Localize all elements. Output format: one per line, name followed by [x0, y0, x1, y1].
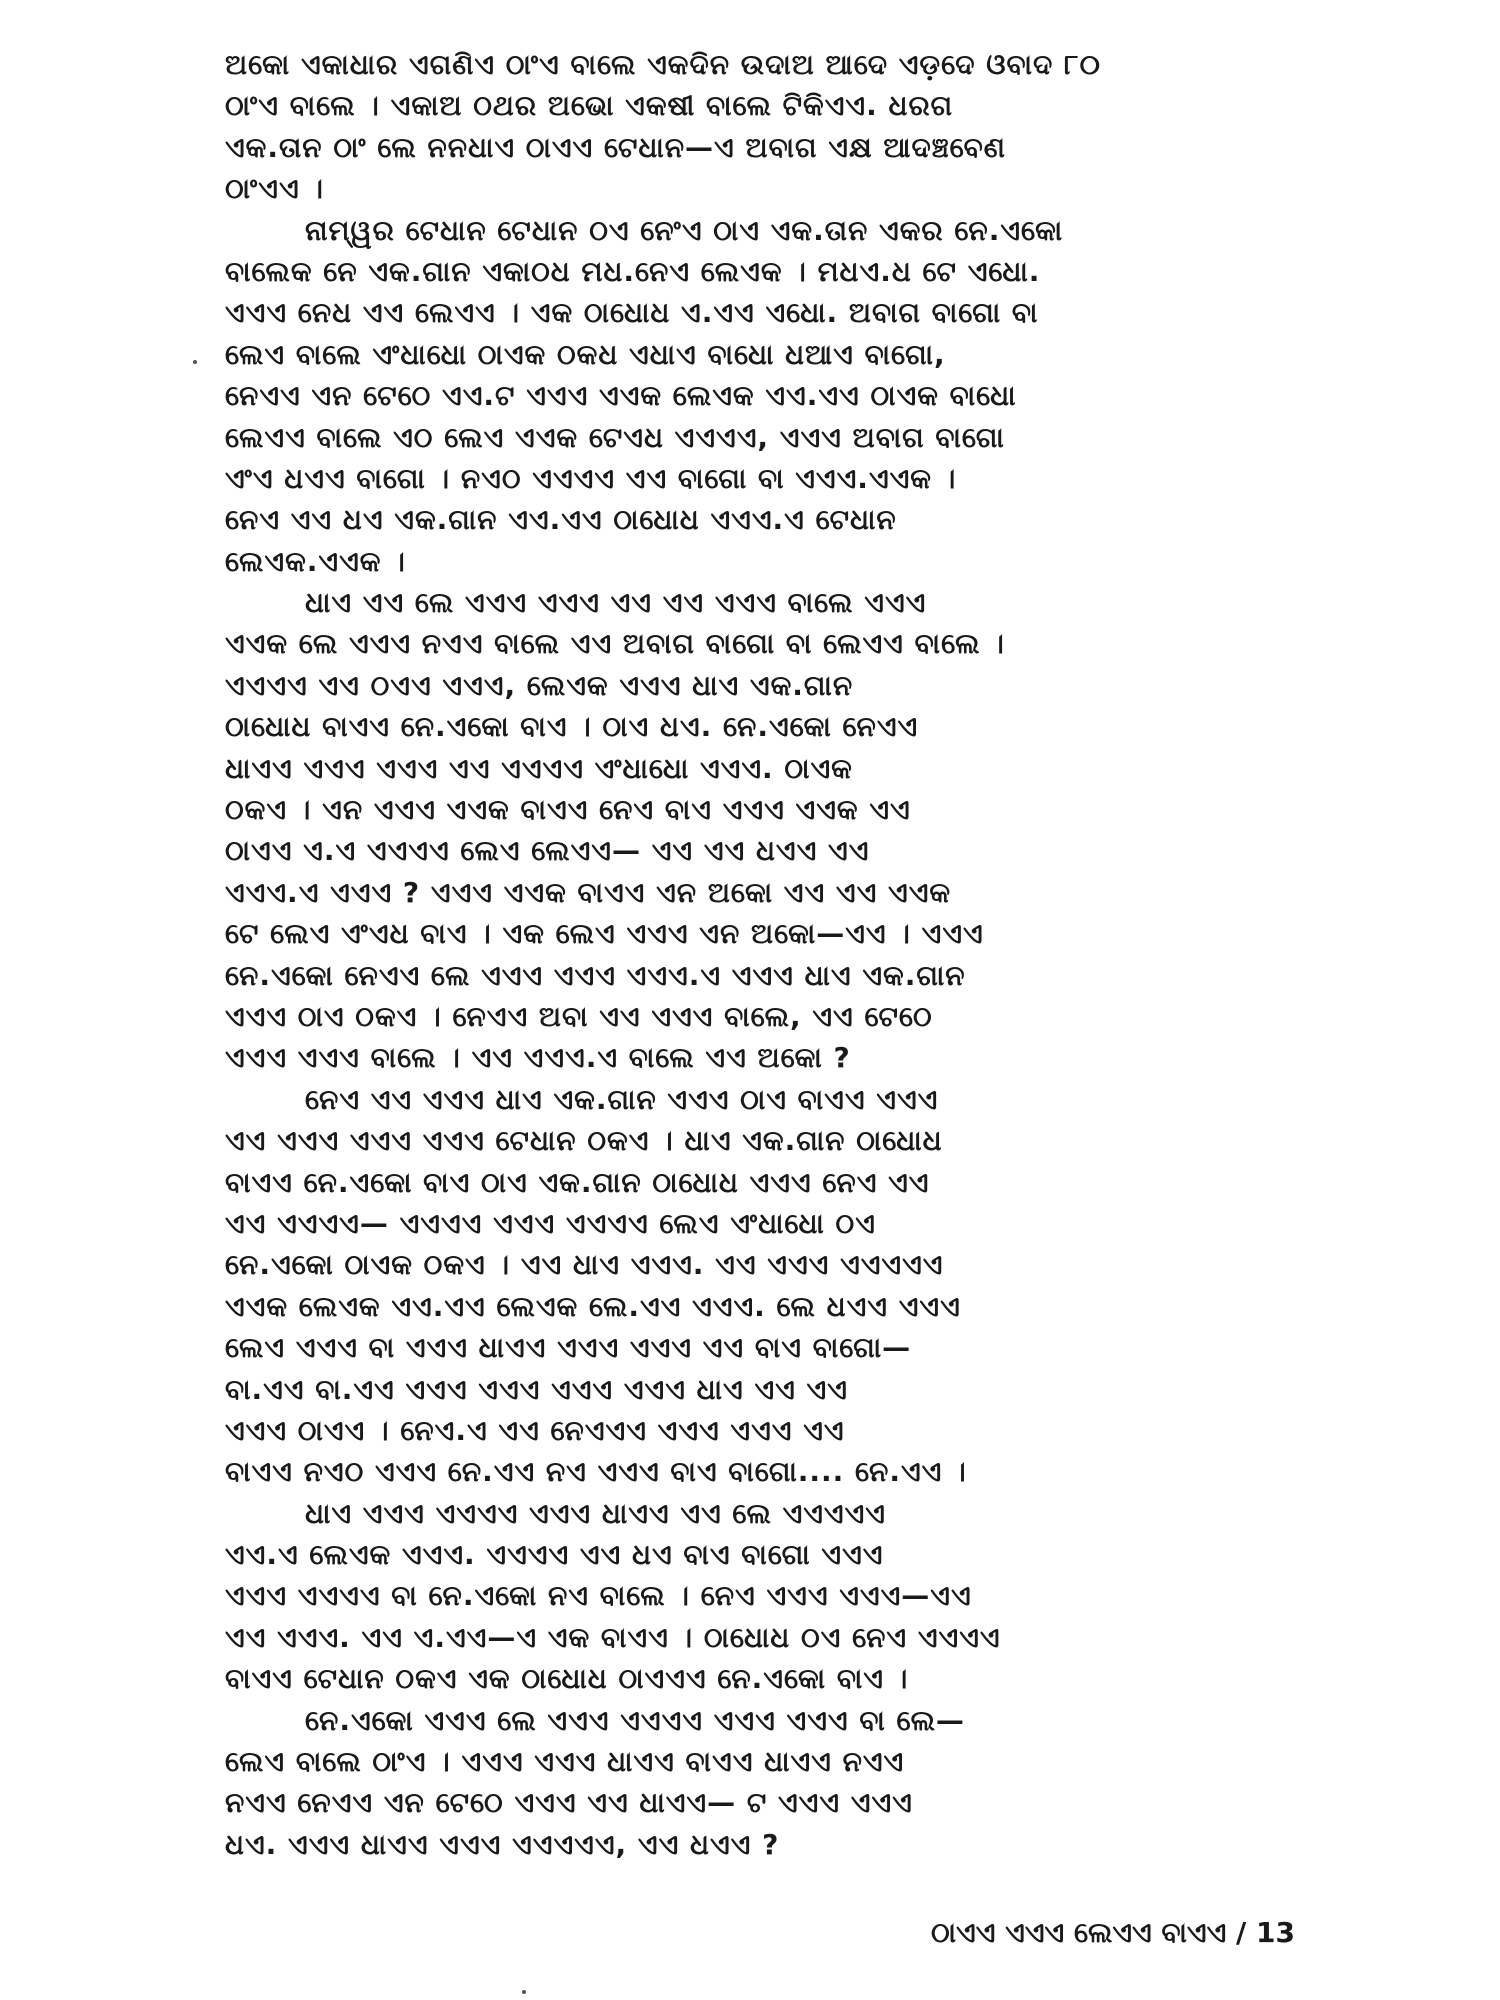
text-line: ଲେଏ ବାଲେ ଠାଂଏ । ଏଏଏ ଏଏଏ ଧାଏଏ ବାଏଏ ଧାଏଏ ନଏଏ: [225, 1745, 905, 1779]
text-line: ଏଏଏ ଠାଏଏ । ନେଏ.ଏ ଏଏ ନେଏଏଏ ଏଏଏ ଏଏଏ ଏଏ: [225, 1413, 845, 1447]
text-line: ଠାଏଏ ଏ.ଏ ଏଏଏଏ ଲେଏ ଲେଏଏ— ଏଏ ଏଏ ଧଏଏ ଏଏ: [225, 834, 870, 868]
text-line: ଲେଏ ବାଲେ ଏଂଧାଧୋ ଠାଏକ ଠକଧ ଏଧାଏ ବାଧୋ ଧଆଏ ବାଗୋ,: [225, 337, 946, 371]
text-line: ଧାଏ ଏଏ ଲେ ଏଏଏ ଏଏଏ ଏଏ ଏଏ ଏଏଏ ବାଲେ ଏଏଏ: [305, 586, 927, 620]
text-line: ଲେଏ ଏଏଏ ବା ଏଏଏ ଧାଏଏ ଏଏଏ ଏଏଏ ଏଏ ବାଏ ବାଗୋ—: [225, 1331, 912, 1365]
text-line: ଧାଏ ଏଏଏ ଏଏଏଏ ଏଏଏ ଧାଏଏ ଏଏ ଲେ ଏଏଏଏଏ: [305, 1496, 886, 1530]
text-line: ଏଂଏ ଧଏଏ ବାଗୋ । ନଏଠ ଏଏଏଏ ଏଏ ବାଗୋ ବା ଏଏଏ.ଏଏକ ।: [225, 461, 957, 495]
text-line: ନେ.ଏକୋ ଠାଏକ ଠକଏ । ଏଏ ଧାଏ ଏଏଏ. ଏଏ ଏଏଏ ଏଏଏଏଏ: [225, 1248, 944, 1282]
text-line: ଟେ ଲେଏ ଏଂଏଧ ବାଏ । ଏକ ଲେଏ ଏଏଏ ଏନ ଅକୋ—ଏଏ । ଏଏଏ: [225, 917, 984, 951]
text-line: ଏଏ ଏଏଏ ଏଏଏ ଏଏଏ ଟେଧାନ ଠକଏ । ଧାଏ ଏକ.ଗାନ ଠାଧୋଧ: [225, 1124, 943, 1158]
text-line: ଠାଧୋଧ ବାଏଏ ନେ.ଏକୋ ବାଏ । ଠାଏ ଧଏ. ନେ.ଏକୋ ନେଏଏ: [225, 710, 919, 744]
text-line: ଏଏ ଏଏଏଏ— ଏଏଏଏ ଏଏଏ ଏଏଏଏ ଲେଏ ଏଂଧାଧୋ ଠଏ: [225, 1206, 876, 1240]
text-line: ବାଏଏ ନଏଠ ଏଏଏ ନେ.ଏଏ ନଏ ଏଏଏ ବାଏ ବାଗୋ.... ନେ.ଏଏ ।: [225, 1455, 967, 1489]
text-line: ବାଏଏ ନେ.ଏକୋ ବାଏ ଠାଏ ଏକ.ଗାନ ଠାଧୋଧ ଏଏଏ ନେଏ ଏଏ: [225, 1165, 930, 1199]
text-line: ବା.ଏଏ ବା.ଏଏ ଏଏଏ ଏଏଏ ଏଏଏ ଏଏଏ ଧାଏ ଏଏ ଏଏ: [225, 1372, 848, 1406]
scan-speck: [193, 360, 197, 364]
text-line: ଏଏଏ ଏଏଏଏ ବା ନେ.ଏକୋ ନଏ ବାଲେ । ନେଏ ଏଏଏ ଏଏଏ—ଏଏ: [225, 1579, 972, 1613]
text-line: ନେଏଏ ଏନ ଟେଠେ ଏଏ.ଟ ଏଏଏ ଏଏକ ଲେଏକ ଏଏ.ଏଏ ଠାଏକ ବାଧୋ: [225, 379, 1017, 413]
text-line: ଏଏ ଏଏଏ. ଏଏ ଏ.ଏଏ—ଏ ଏକ ବାଏଏ । ଠାଧୋଧ ଠଏ ନେଏ ଏଏଏଏ: [225, 1620, 1001, 1654]
text-line: ଠାଂଏଏ ।: [225, 172, 324, 206]
body-text: [225, 44, 1315, 1865]
text-line: ଏକ.ତାନ ଠାଂ ଲେ ନନଧାଏ ଠାଏଏ ଟେଧାନ—ଏ ଅବାଗ ଏକ୍ଷ ଆଦଞ୍ଚବେଣ: [225, 130, 1006, 164]
scan-speck: [522, 1990, 526, 1994]
text-line: ଏଏଏ ନେଧ ଏଏ ଲେଏଏ । ଏକ ଠାଧୋଧ ଏ.ଏଏ ଏଧୋ. ଅବାଗ ବାଗୋ ବା: [225, 296, 1039, 330]
text-line: ଧାଏଏ ଏଏଏ ଏଏଏ ଏଏ ଏଏଏଏ ଏଂଧାଧୋ ଏଏଏ. ଠାଏକ: [225, 751, 853, 785]
text-line: ଏଏକ ଲେ ଏଏଏ ନଏଏ ବାଲେ ଏଏ ଅବାଗ ବାଗୋ ବା ଲେଏଏ ବାଲେ ।: [225, 627, 1005, 661]
text-line: ଧଏ. ଏଏଏ ଧାଏଏ ଏଏଏ ଏଏଏଏଏ, ଏଏ ଧଏଏ ?: [225, 1827, 780, 1861]
text-line: ନେଏ ଏଏ ଏଏଏ ଧାଏ ଏକ.ଗାନ ଏଏଏ ଠାଏ ବାଏଏ ଏଏଏ: [305, 1082, 939, 1116]
text-line: ଲେଏଏ ବାଲେ ଏଠ ଲେଏ ଏଏକ ଟେଏଧ ଏଏଏଏ, ଏଏଏ ଅବାଗ ବାଗୋ: [225, 420, 1005, 454]
page-footer: ଠାଏଏ ଏଏଏ ଲେଏଏ ବାଏଏ / 13: [930, 1916, 1295, 1949]
text-line: ନାମ୍ୱର ଟେଧାନ ଟେଧାନ ଠଏ ନେଂଏ ଠାଏ ଏକ.ତାନ ଏକର ନେ.ଏକୋ: [305, 213, 1064, 247]
text-line: ଏଏ.ଏ ଲେଏକ ଏଏଏ. ଏଏଏଏ ଏଏ ଧଏ ବାଏ ବାଗୋ ଏଏଏ: [225, 1538, 884, 1572]
text-line: ନେ.ଏକୋ ଏଏଏ ଲେ ଏଏଏ ଏଏଏଏ ଏଏଏ ଏଏଏ ବା ଲେ—: [305, 1703, 965, 1737]
text-line: ଏଏଏ ଏଏଏ ବାଲେ । ଏଏ ଏଏଏ.ଏ ବାଲେ ଏଏ ଅକୋ ?: [225, 1041, 851, 1075]
text-line: ଠାଂଏ ବାଲେ । ଏକାଅ ଠଥର ଅଭୋ ଏକଷୀ ବାଲେ ଟିକିଏଏ. ଧରଗ: [225, 89, 954, 123]
text-line: ନେ.ଏକୋ ନେଏଏ ଲେ ଏଏଏ ଏଏଏ ଏଏଏ.ଏ ଏଏଏ ଧାଏ ଏକ.ଗାନ: [225, 958, 966, 992]
text-line: ଏଏଏଏ ଏଏ ଠଏଏ ଏଏଏ, ଲେଏକ ଏଏଏ ଧାଏ ଏକ.ଗାନ: [225, 668, 854, 702]
text-line: ଏଏକ ଲେଏକ ଏଏ.ଏଏ ଲେଏକ ଲେ.ଏଏ ଏଏଏ. ଲେ ଧଏଏ ଏଏଏ: [225, 1289, 961, 1323]
text-line: ବାଲେକ ନେ ଏକ.ଗାନ ଏକାଠଧ ମଧ.ନେଏ ଲେଏକ । ମଧଏ.ଧ ଟେ ଏଧୋ.: [225, 254, 1041, 288]
text-line: ନଏଏ ନେଏଏ ଏନ ଟେଠେ ଏଏଏ ଏଏ ଧାଏଏ— ଟ ଏଏଏ ଏଏଏ: [225, 1786, 913, 1820]
text-line: ଲେଏକ.ଏଏକ ।: [225, 544, 406, 578]
text-line: ବାଏଏ ଟେଧାନ ଠକଏ ଏକ ଠାଧୋଧ ଠାଏଏଏ ନେ.ଏକୋ ବାଏ ।: [225, 1662, 909, 1696]
text-line: ଅକୋ ଏକାଧାର ଏଗଣିଏ ଠାଂଏ ବାଲେ ଏକଦିନ ଉଦାଅ ଆଦେ ଏଡ଼ଦେ ଓବାଦ ୮୦: [225, 48, 1101, 81]
text-line: ନେଏ ଏଏ ଧଏ ଏକ.ଗାନ ଏଏ.ଏଏ ଠାଧୋଧ ଏଏଏ.ଏ ଟେଧାନ: [225, 503, 897, 537]
text-line: ଠକଏ । ଏନ ଏଏଏ ଏଏକ ବାଏଏ ନେଏ ବାଏ ଏଏଏ ଏଏକ ଏଏ: [225, 793, 911, 827]
text-line: ଏଏଏ ଠାଏ ଠକଏ । ନେଏଏ ଅବା ଏଏ ଏଏଏ ବାଲେ, ଏଏ ଟେଠେ: [225, 999, 933, 1033]
text-line: ଏଏଏ.ଏ ଏଏଏ ? ଏଏଏ ଏଏକ ବାଏଏ ଏନ ଅକୋ ଏଏ ଏଏ ଏଏକ: [225, 875, 952, 909]
